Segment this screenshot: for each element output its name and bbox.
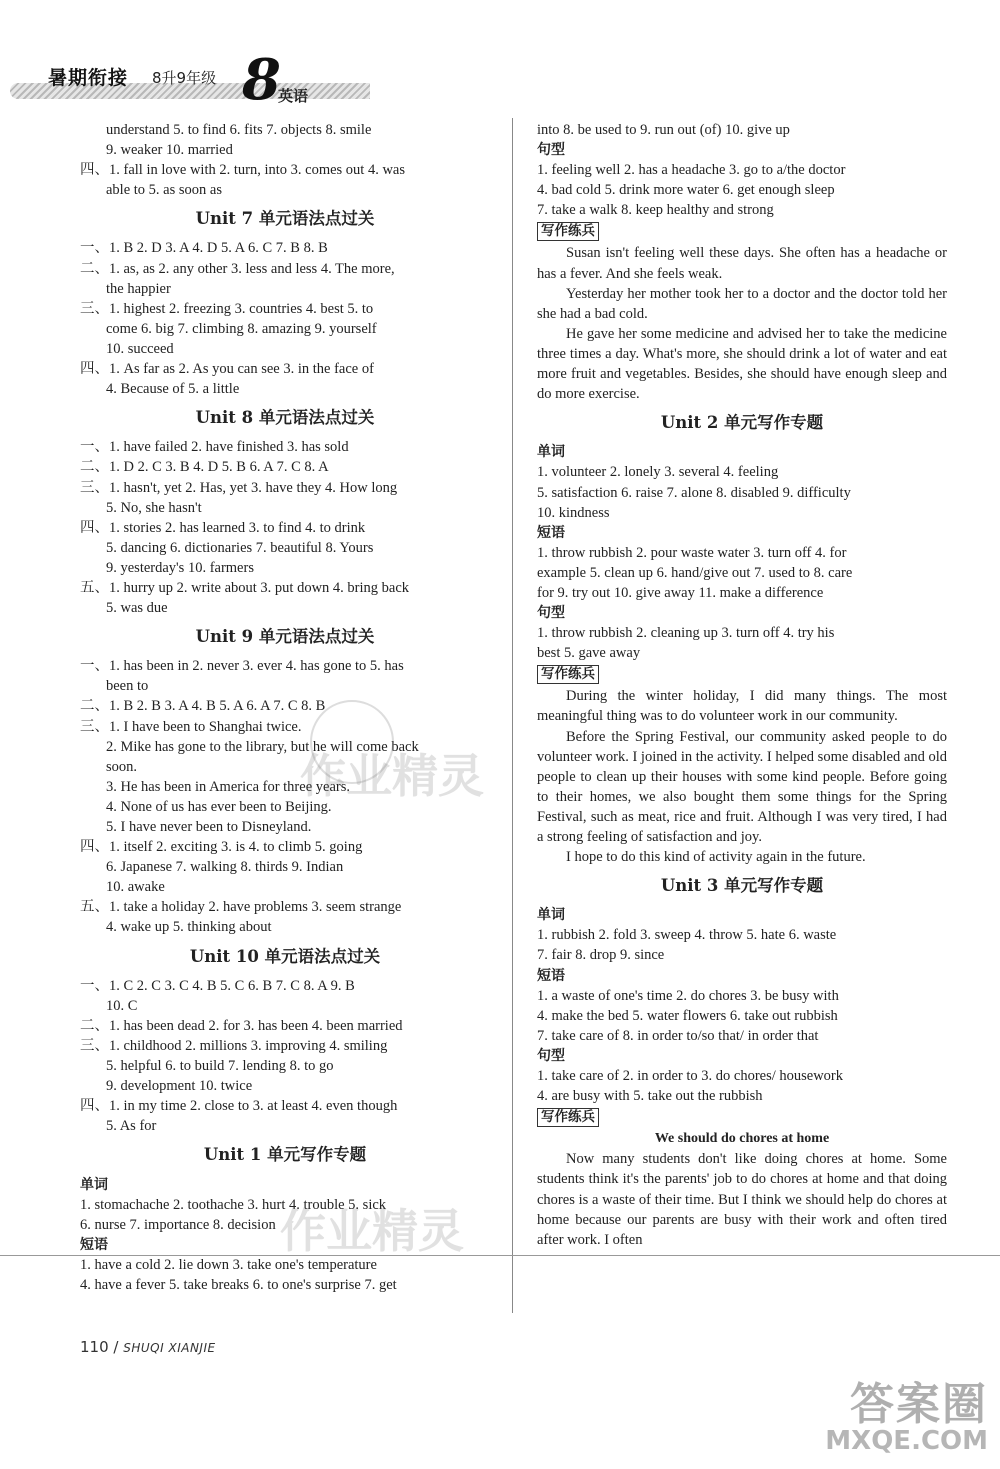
essay-paragraph: He gave her some medicine and advised her to take the medicine three times a day. What's more, she should drink a lot of water and eat more fruit and vegetables. Besides, she should have enough sleep and do more exercise.	[537, 325, 947, 403]
answer-line: come 6. big 7. climbing 8. amazing 9. yourself	[106, 320, 377, 337]
answer-line: 四、1. As far as 2. As you can see 3. in the face of	[80, 361, 374, 378]
answer-line: 6. Japanese 7. walking 8. thirds 9. Indian	[106, 859, 344, 876]
left-column	[80, 120, 490, 1295]
answer-line: 三、1. hasn't, yet 2. Has, yet 3. have they 4. How long	[80, 479, 398, 496]
answer-line: the happier	[106, 280, 171, 297]
answer-line: 五、1. take a holiday 2. have problems 3. seem strange	[80, 899, 402, 916]
answer-line: been to	[106, 678, 149, 695]
answer-line: 4. None of us has ever been to Beijing.	[106, 798, 332, 815]
answer-line: 10. succeed	[106, 340, 174, 357]
essay-title: We should do chores at home	[654, 1131, 830, 1147]
essay-paragraph: During the winter holiday, I did many things. The most meaningful thing was to do volunteer work in our community.	[537, 688, 947, 725]
answer-line: best 5. gave away	[537, 645, 641, 662]
answer-line: 5. dancing 6. dictionaries 7. beautiful 8. Yours	[106, 539, 374, 556]
answer-line: 四、1. fall in love with 2. turn, into 3. comes out 4. was	[80, 162, 406, 179]
answer-line: 4. wake up 5. thinking about	[106, 919, 272, 936]
watermark-logo	[788, 1368, 988, 1463]
header-number: 8	[242, 47, 281, 113]
right-column	[537, 120, 947, 1250]
essay-paragraph: Yesterday her mother took her to a doctor and the doctor told her she had a bad cold.	[537, 285, 947, 322]
answer-line: 6. nurse 7. importance 8. decision	[80, 1216, 276, 1233]
answer-line: 5. was due	[106, 600, 168, 617]
phrase-label: 短语	[80, 1236, 108, 1253]
practice-label: 写作练兵	[537, 665, 599, 684]
watermark-text: 作业精灵	[280, 1204, 464, 1258]
footer-text: SHUQI XIANJIE	[123, 1341, 216, 1355]
sentence-label: 句型	[537, 605, 565, 622]
answer-line: 3. He has been in America for three years.	[106, 778, 350, 795]
section-heading: Unit 1 单元写作专题	[203, 1145, 367, 1165]
section-heading: Unit 9 单元语法点过关	[195, 627, 375, 647]
answer-line: 10. kindness	[537, 504, 610, 521]
page-header	[10, 47, 390, 113]
answer-line: for 9. try out 10. give away 11. make a difference	[537, 584, 824, 601]
answer-line: 四、1. in my time 2. close to 3. at least 4. even though	[80, 1098, 398, 1115]
answer-line: 2. Mike has gone to the library, but he will come back	[106, 738, 419, 755]
answer-line: 一、1. has been in 2. never 3. ever 4. has gone to 5. has	[80, 658, 404, 675]
essay-paragraph: Susan isn't feeling well these days. She often has a headache or has a fever. And she feels weak.	[537, 245, 947, 282]
answer-line: 1. rubbish 2. fold 3. sweep 4. throw 5. hate 6. waste	[537, 927, 837, 944]
answer-line: 7. take a walk 8. keep healthy and strong	[537, 202, 774, 219]
phrase-label: 短语	[537, 967, 565, 984]
answer-line: 1. a waste of one's time 2. do chores 3. be busy with	[537, 987, 839, 1004]
answer-line: 1. take care of 2. in order to 3. do chores/ housework	[537, 1068, 844, 1085]
page-footer: 110 / SHUQI XIANJIE	[80, 1338, 216, 1356]
header-subject: 英语	[278, 87, 309, 105]
vocab-label: 单词	[537, 444, 565, 461]
answer-line: 4. are busy with 5. take out the rubbish	[537, 1088, 763, 1105]
answer-line: 1. have a cold 2. lie down 3. take one's temperature	[80, 1256, 377, 1273]
answer-line: 三、1. childhood 2. millions 3. improving 4. smiling	[80, 1037, 388, 1054]
answer-line: 一、1. B 2. D 3. A 4. D 5. A 6. C 7. B 8. B	[80, 240, 328, 257]
essay-paragraph: Now many students don't like doing chores at home. Some students think it's the parents' job to do chores at home and that doing chores is a waste of their time. But I think we should help do chores at home because our parents are busy with their work and often tired after work. I often	[537, 1151, 947, 1248]
answer-line: 5. satisfaction 6. raise 7. alone 8. disabled 9. difficulty	[537, 484, 851, 501]
answer-line: 1. stomachache 2. toothache 3. hurt 4. trouble 5. sick	[80, 1196, 387, 1213]
column-divider	[512, 118, 513, 1313]
answer-line: 二、1. has been dead 2. for 3. has been 4. been married	[80, 1017, 403, 1034]
section-heading: Unit 8 单元语法点过关	[195, 408, 375, 428]
header-title: 暑期衔接	[48, 67, 129, 89]
practice-label: 写作练兵	[537, 222, 599, 241]
page-number: 110	[80, 1338, 109, 1356]
answer-line: 二、1. D 2. C 3. B 4. D 5. B 6. A 7. C 8. A	[80, 459, 329, 476]
watermark-text: 作业精灵	[300, 749, 484, 803]
answer-line: able to 5. as soon as	[106, 182, 222, 199]
answer-line: 1. throw rubbish 2. cleaning up 3. turn off 4. try his	[537, 625, 835, 642]
vocab-label: 单词	[80, 1176, 108, 1193]
answer-line: 四、1. stories 2. has learned 3. to find 4. to drink	[80, 519, 366, 536]
answer-line: understand 5. to find 6. fits 7. objects 8. smile	[106, 122, 372, 138]
answer-line: 4. Because of 5. a little	[106, 381, 240, 398]
essay-paragraph: Before the Spring Festival, our community asked people to do volunteer work. I joined in the activity. I helped some disabled and old people to clean up their houses with some kind people. Before going to their homes, we also bought them some things for the Spring Festival, such as meat, rice and fruit. Although I was very tired, I had a strong feeling of satisfaction and joy.	[537, 728, 947, 845]
answer-line: 一、1. C 2. C 3. C 4. B 5. C 6. B 7. C 8. A 9. B	[80, 977, 355, 994]
answer-line: 1. throw rubbish 2. pour waste water 3. turn off 4. for	[537, 544, 847, 561]
answer-line: 1. feeling well 2. has a headache 3. go to a/the doctor	[537, 162, 846, 179]
section-heading: Unit 3 单元写作专题	[660, 876, 824, 896]
answer-line: 4. bad cold 5. drink more water 6. get enough sleep	[537, 182, 835, 199]
answer-line: 9. weaker 10. married	[106, 142, 233, 159]
section-heading: Unit 2 单元写作专题	[660, 413, 824, 433]
answer-line: 10. awake	[106, 879, 165, 896]
answer-line: 5. helpful 6. to build 7. lending 8. to go	[106, 1058, 334, 1075]
answer-line: 7. take care of 8. in order to/so that/ in order that	[537, 1027, 819, 1044]
logo-text: 答案圈	[850, 1379, 988, 1430]
answer-line: 5. I have never been to Disneyland.	[106, 819, 312, 835]
watermark-stamp-icon	[310, 700, 394, 784]
answer-line: into 8. be used to 9. run out (of) 10. give up	[537, 122, 790, 138]
answer-line: 二、1. as, as 2. any other 3. less and less 4. The more,	[80, 260, 395, 277]
answer-line: 二、1. B 2. B 3. A 4. B 5. A 6. A 7. C 8. B	[80, 698, 326, 715]
answer-line: soon.	[106, 758, 138, 775]
practice-label: 写作练兵	[537, 1108, 599, 1127]
answer-line: 5. As for	[106, 1118, 157, 1135]
answer-line: 7. fair 8. drop 9. since	[537, 947, 665, 964]
answer-line: 9. yesterday's 10. farmers	[106, 559, 254, 576]
section-heading: Unit 10 单元语法点过关	[189, 946, 381, 966]
essay-paragraph: I hope to do this kind of activity again in the future.	[566, 849, 866, 866]
header-grade: 8升9年级	[152, 69, 217, 87]
answer-line: 4. make the bed 5. water flowers 6. take out rubbish	[537, 1007, 838, 1024]
answer-line: 9. development 10. twice	[106, 1078, 253, 1095]
sentence-label: 句型	[537, 142, 565, 159]
logo-url: MXQE.COM	[825, 1426, 988, 1456]
answer-line: 四、1. itself 2. exciting 3. is 4. to climb 5. going	[80, 839, 363, 856]
section-heading: Unit 7 单元语法点过关	[195, 209, 375, 229]
phrase-label: 短语	[537, 524, 565, 541]
answer-line: 1. volunteer 2. lonely 3. several 4. feeling	[537, 464, 779, 481]
answer-line: 三、1. I have been to Shanghai twice.	[80, 718, 302, 735]
answer-line: 4. have a fever 5. take breaks 6. to one's surprise 7. get	[80, 1276, 397, 1293]
sentence-label: 句型	[537, 1047, 565, 1064]
answer-line: 三、1. highest 2. freezing 3. countries 4. best 5. to	[80, 300, 374, 317]
answer-line: 五、1. hurry up 2. write about 3. put down 4. bring back	[80, 579, 410, 596]
answer-line: 5. No, she hasn't	[106, 499, 202, 516]
answer-line: 一、1. have failed 2. have finished 3. has sold	[80, 439, 349, 456]
vocab-label: 单词	[537, 907, 565, 924]
footer-rule	[0, 1255, 1000, 1256]
answer-line: 10. C	[106, 997, 138, 1014]
answer-line: example 5. clean up 6. hand/give out 7. used to 8. care	[537, 564, 853, 581]
